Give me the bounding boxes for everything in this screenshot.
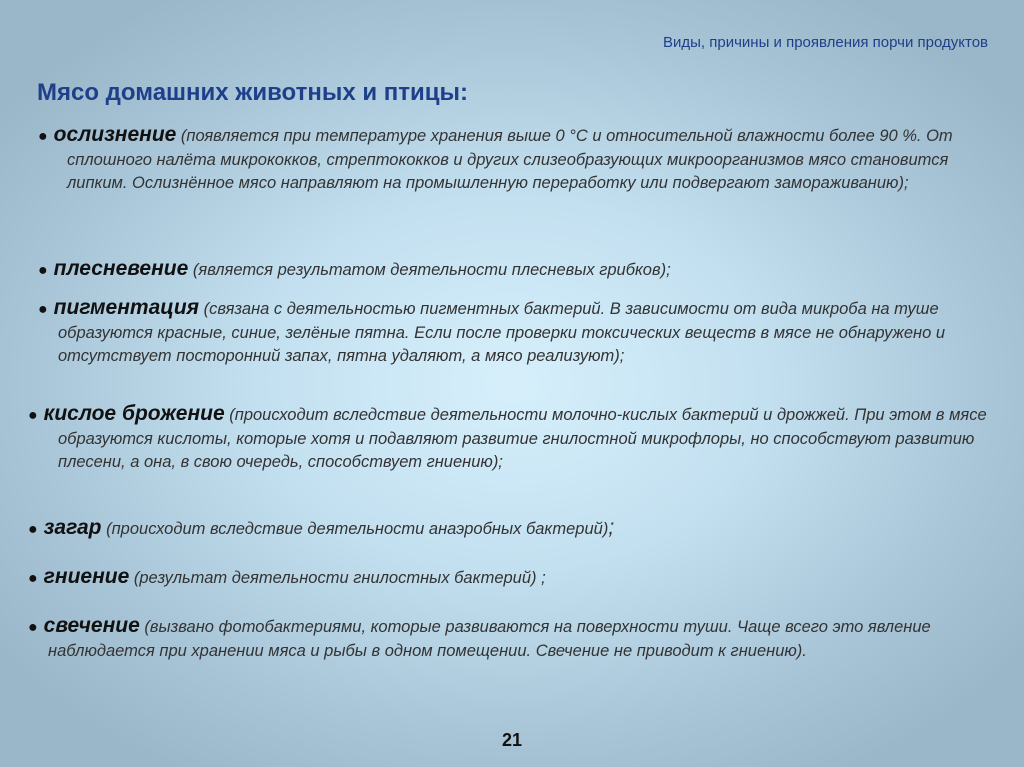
- item-description: (связана с деятельностью пигментных бактерий. В зависимости от вида микроба на туше образуются красные, синие, зелёные пятна. Если после проверки токсических веществ в мясе не обнаружено и отсутствует посторонний запах, пятна удаляют, а мясо реализуют);: [58, 300, 946, 365]
- bullet-icon: ●: [28, 407, 38, 424]
- bullet-icon: ●: [28, 619, 38, 636]
- bullet-icon: ●: [38, 262, 48, 279]
- bullet-icon: ●: [38, 128, 48, 145]
- item-term: плесневение: [53, 257, 189, 280]
- bullet-icon: ●: [28, 570, 38, 587]
- list-item-svechenie: [28, 614, 988, 663]
- item-description: (происходит вследствие деятельности анаэробных бактерий): [101, 520, 609, 538]
- item-description: (результат деятельности гнилостных бактерий) ;: [129, 569, 546, 587]
- item-description: (происходит вследствие деятельности молочно-кислых бактерий и дрожжей. При этом в мясе образуются кислоты, которые хотя и подавляют развитие гнилостной микрофлоры, но способствуют развитию плесени, а она, в свою очередь, способствует гниению);: [58, 406, 987, 471]
- slide-title: Мясо домашних животных и птицы:: [37, 79, 469, 106]
- list-item-pigmentatsiya: [38, 296, 1003, 369]
- item-term: кислое брожение: [43, 402, 225, 425]
- list-item-plesnevenie: [38, 257, 978, 283]
- item-description: (вызвано фотобактериями, которые развиваются на поверхности туши. Чаще всего это явление наблюдается при хранении мяса и рыбы в одном помещении. Свечение не приводит к гниению).: [48, 618, 931, 660]
- list-item-gnienie: [28, 565, 968, 591]
- item-term: гниение: [43, 565, 130, 588]
- list-item-zagar: [28, 516, 968, 542]
- item-term: загар: [43, 516, 102, 539]
- item-term: пигментация: [53, 296, 200, 319]
- bullet-icon: ●: [38, 301, 48, 318]
- page-number: 21: [501, 730, 523, 750]
- item-term: свечение: [43, 614, 140, 637]
- item-description: (является результатом деятельности плесневых грибков);: [188, 261, 671, 279]
- bullet-icon: ●: [28, 521, 38, 538]
- header-title: Виды, причины и проявления порчи продуктов: [663, 34, 988, 51]
- list-item-kisloe-brozhenie: [28, 402, 993, 475]
- item-term: ослизнение: [53, 123, 177, 146]
- item-tail: ;: [608, 516, 615, 539]
- item-description: (появляется при температуре хранения выше 0 °С и относительной влажности более 90 %. От сплошного налёта микрококков, стрептококков и других слизеобразующих микроорганизмов мясо становится липким. Ослизнённое мясо направляют на промышленную переработку или подвергают замораживанию);: [67, 127, 953, 192]
- list-item-osliznenie: [38, 123, 1007, 196]
